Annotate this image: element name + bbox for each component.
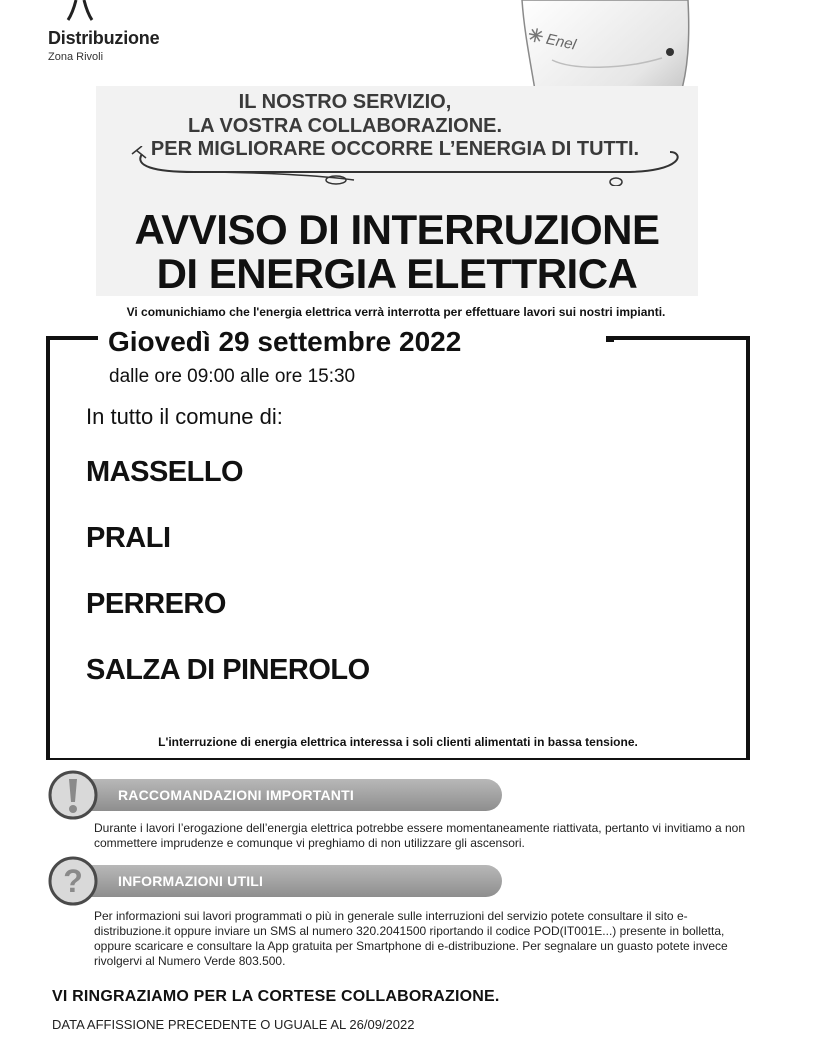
- slogan-line: IL NOSTRO SERVIZIO,: [238, 91, 452, 113]
- slogan-banner: [96, 86, 698, 296]
- slogan-line: PER MIGLIORARE OCCORRE L’ENERGIA DI TUTTI.: [150, 138, 640, 160]
- town-name: MASSELLO: [86, 456, 244, 488]
- info-text: Per informazioni sui lavori programmati o più in generale sulle interruzioni del servizio potete consultare il sito e-distribuzione.it oppure inviare un SMS al numero 320.2041500 riportando il codice POD(IT001E...) presente in bolletta, oppure scaricare e consultare la App gratuita per Smartphone di e-distribuzione. Per segnalare un guasto potete invece rivolgervi al Numero Verde 803.500.: [94, 909, 728, 968]
- intro-text: Vi comunichiamo che l'energia elettrica verrà interrotta per effettuare lavori sui nostri impianti.: [126, 305, 666, 319]
- brand-name: Distribuzione: [48, 28, 160, 48]
- info-title: INFORMAZIONI UTILI: [118, 873, 264, 889]
- headline-line: DI ENERGIA ELETTRICA: [156, 250, 638, 297]
- town-name: PRALI: [86, 522, 171, 554]
- outage-time: dalle ore 09:00 alle ore 15:30: [109, 366, 356, 387]
- outage-date: Giovedì 29 settembre 2022: [108, 326, 462, 357]
- thanks-text: VI RINGRAZIAMO PER LA CORTESE COLLABORAZIONE.: [52, 988, 500, 1005]
- low-voltage-note: L'interruzione di energia elettrica interessa i soli clienti alimentati in bassa tensione.: [158, 735, 638, 749]
- recommendations-text: Durante i lavori l’erogazione dell’energia elettrica potrebbe essere momentaneamente riattivata, pertanto vi invitiamo a non commettere imprudenze e comunque vi preghiamo di non utilizzare gli ascensori.: [94, 821, 746, 850]
- headline-line: AVVISO DI INTERRUZIONE: [134, 206, 660, 253]
- posting-date: DATA AFFISSIONE PRECEDENTE O UGUALE AL 26/09/2022: [52, 1017, 415, 1032]
- exclamation-icon: [48, 770, 98, 820]
- power-cable-icon: [124, 146, 684, 186]
- helmet-brand: Enel: [544, 30, 578, 54]
- town-name: PERRERO: [86, 588, 226, 620]
- outage-scope: In tutto il comune di:: [86, 404, 283, 429]
- zone-name: Zona Rivoli: [48, 51, 104, 63]
- enel-logo-icon: [62, 0, 102, 22]
- town-name: SALZA DI PINEROLO: [86, 654, 370, 686]
- recommendations-title: RACCOMANDAZIONI IMPORTANTI: [118, 787, 354, 803]
- svg-text:?: ?: [63, 863, 83, 899]
- question-icon: [48, 856, 98, 906]
- slogan-line: LA VOSTRA COLLABORAZIONE.: [187, 115, 503, 137]
